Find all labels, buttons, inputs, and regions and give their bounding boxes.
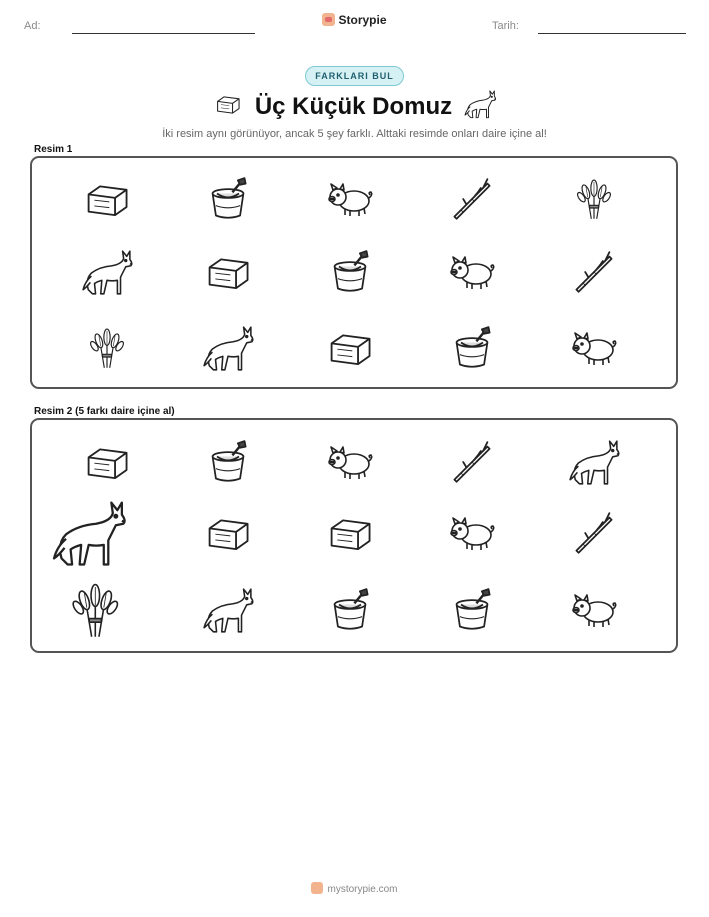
- bucket-icon: [206, 177, 250, 221]
- pig-icon: [325, 179, 375, 219]
- wolf-icon: [463, 89, 497, 124]
- wolf-icon[interactable]: [568, 438, 620, 486]
- brick-icon: [327, 325, 373, 371]
- brick-icon[interactable]: [84, 439, 130, 485]
- date-line[interactable]: [538, 33, 686, 34]
- stick-icon: [572, 249, 616, 295]
- wolf-icon: [202, 324, 254, 372]
- picture2-panel[interactable]: [30, 418, 678, 653]
- footer-url: mystorypie.com: [327, 884, 398, 895]
- stick-icon: [450, 176, 494, 222]
- brick-icon: [84, 176, 130, 222]
- picture1-panel: [30, 156, 678, 389]
- brand-name: Storypie: [338, 13, 387, 27]
- bucket-icon[interactable]: [328, 588, 372, 632]
- name-label: Ad:: [24, 20, 41, 32]
- bucket-icon: [450, 326, 494, 370]
- brick-icon[interactable]: [327, 510, 373, 556]
- wolf-icon[interactable]: [202, 586, 254, 634]
- brick-icon[interactable]: [205, 510, 251, 556]
- brick-icon: [212, 91, 244, 122]
- bucket-icon: [328, 250, 372, 294]
- date-label: Tarih:: [492, 20, 519, 32]
- wolf-icon[interactable]: [51, 498, 126, 568]
- storypie-logo-icon: [311, 882, 323, 894]
- footer: [0, 882, 709, 895]
- pig-icon[interactable]: [447, 513, 497, 553]
- wheat-icon: [576, 176, 612, 222]
- stick-icon[interactable]: [450, 439, 494, 485]
- brand: [0, 13, 709, 27]
- category-badge: FARKLARI BUL: [305, 66, 404, 86]
- bucket-icon[interactable]: [450, 588, 494, 632]
- picture2-label: Resim 2 (5 farkı daire içine al): [34, 406, 175, 417]
- pig-icon[interactable]: [325, 442, 375, 482]
- page-title: Üç Küçük Domuz: [254, 92, 453, 120]
- pig-icon: [447, 252, 497, 292]
- title-row: [0, 89, 709, 124]
- instructions: İki resim aynı görünüyor, ancak 5 şey farklı. Alttaki resimde onları daire içine al!: [162, 128, 547, 140]
- brick-icon: [205, 249, 251, 295]
- bucket-icon[interactable]: [206, 440, 250, 484]
- storypie-logo-icon: [322, 13, 335, 26]
- wheat-icon[interactable]: [71, 579, 120, 641]
- wolf-icon: [81, 248, 133, 296]
- name-line[interactable]: [72, 33, 255, 34]
- wheat-icon: [89, 325, 125, 371]
- picture1-label: Resim 1: [34, 144, 73, 155]
- pig-icon: [569, 328, 619, 368]
- pig-icon[interactable]: [569, 590, 619, 630]
- stick-icon[interactable]: [572, 510, 616, 556]
